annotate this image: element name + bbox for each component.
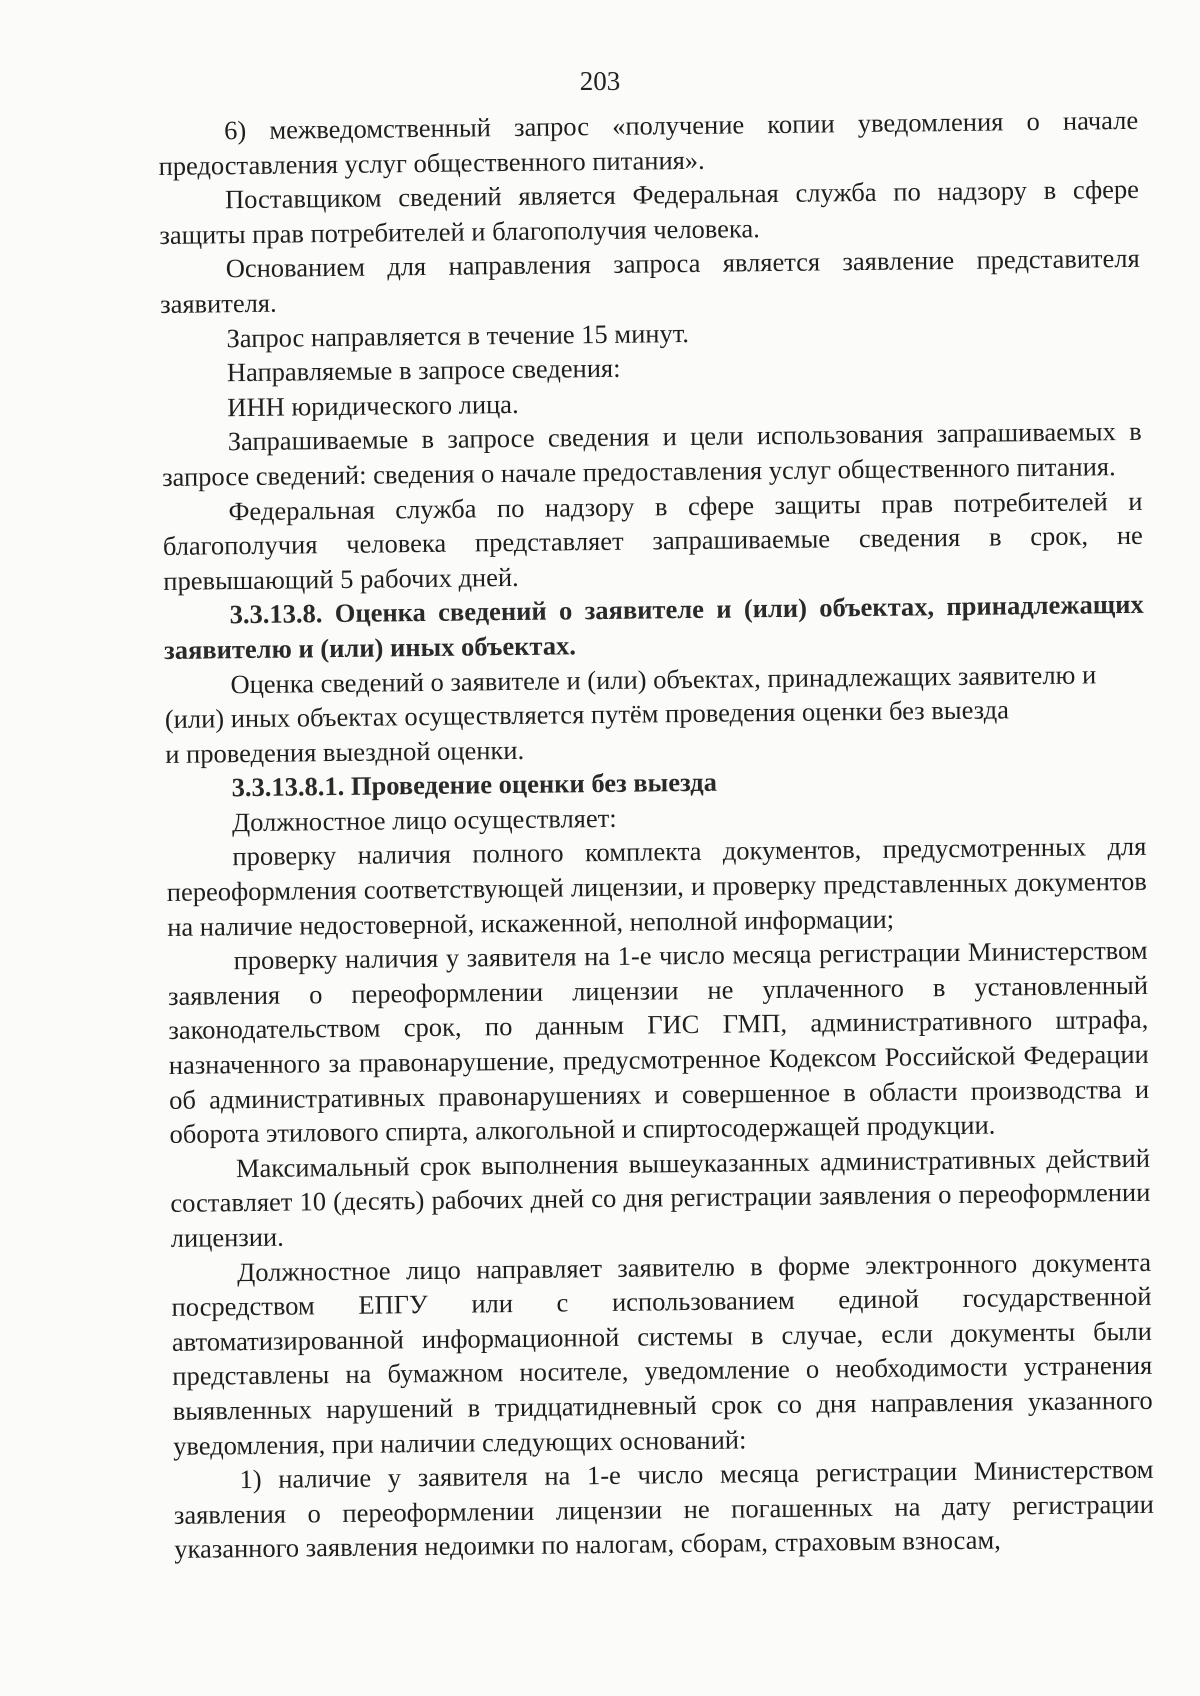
section-heading: 3.3.13.8. Оценка сведений о заявителе и (или) объектах, принадлежащих заявителю и (или) иных объектах. <box>163 589 1144 665</box>
paragraph: Поставщиком сведений является Федеральная служба по надзору в сфере защиты прав потребителей и благополучия человека. <box>159 174 1140 250</box>
paragraph: Оценка сведений о заявителе и (или) объектах, принадлежащих заявителю и (или) иных объектах осуществляется путём проведения оценки без выезда <box>164 658 1097 735</box>
paragraph: Направляемые в запросе сведения: <box>226 352 621 388</box>
paragraph: проверку наличия у заявителя на 1-е число месяца регистрации Министерством заявления о переоформлении лицензии не уплаченного в установленный законодательством срок, по данным ГИС ГМП, административного штрафа, назначенного за правонарушение, предусмотренное Кодексом Российской Федерации об административных правонарушениях и совершенное в области производства и оборота этилового спирта, алкогольной и спиртосодержащей продукции. <box>167 935 1150 1150</box>
paragraph: проверку наличия полного комплекта документов, предусмотренных для переоформления соответствующей лицензии, и проверку представленных документов на наличие недостоверной, искаженной, неполной информации; <box>166 831 1147 942</box>
paragraph: 6) межведомственный запрос «получение копии уведомления о начале предоставления услуг общественного питания». <box>158 104 1139 181</box>
paragraph: Запрос направляется в течение 15 минут. <box>226 317 690 353</box>
document-body <box>158 103 1154 1567</box>
paragraph: Запрашиваемые в запросе сведения и цели использования запрашиваемых в запросе сведений: сведения о начале предоставления услуг общественного питания. <box>161 416 1142 492</box>
paragraph: Федеральная служба по надзору в сфере защиты прав потребителей и благополучия человека представляет запрашиваемые сведения в срок, не превышающий 5 рабочих дней. <box>162 485 1144 596</box>
paragraph: ИНН юридического лица. <box>227 388 519 422</box>
paragraph: Должностное лицо направляет заявителю в форме электронного документа посредством ЕПГУ или с использованием единой государственной автоматизированной информационной системы в случае, если документы были представлены на бумажном носителе, уведомление о необходимости устранения выявленных нарушений в тридцатидневный срок со дня направления указанного уведомления, при наличии следующих оснований: <box>171 1246 1153 1461</box>
paragraph: Основанием для направления запроса является заявление представителя заявителя. <box>159 243 1140 319</box>
paragraph: и проведения выездной оценки. <box>165 734 525 769</box>
paragraph: Максимальный срок выполнения вышеуказанных административных действий составляет 10 (десять) рабочих дней со дня регистрации заявления о переоформлении лицензии. <box>170 1142 1151 1253</box>
paragraph: 1) наличие у заявителя на 1-е число месяца регистрации Министерством заявления о переоформлении лицензии не погашенных на дату регистрации указанного заявления недоимки по налогам, сборам, страховым взносам, <box>173 1453 1154 1565</box>
page-number: 203 <box>579 66 621 96</box>
paragraph: Должностное лицо осуществляет: <box>231 802 617 838</box>
subsection-heading: 3.3.13.8.1. Проведение оценки без выезда <box>231 766 718 803</box>
